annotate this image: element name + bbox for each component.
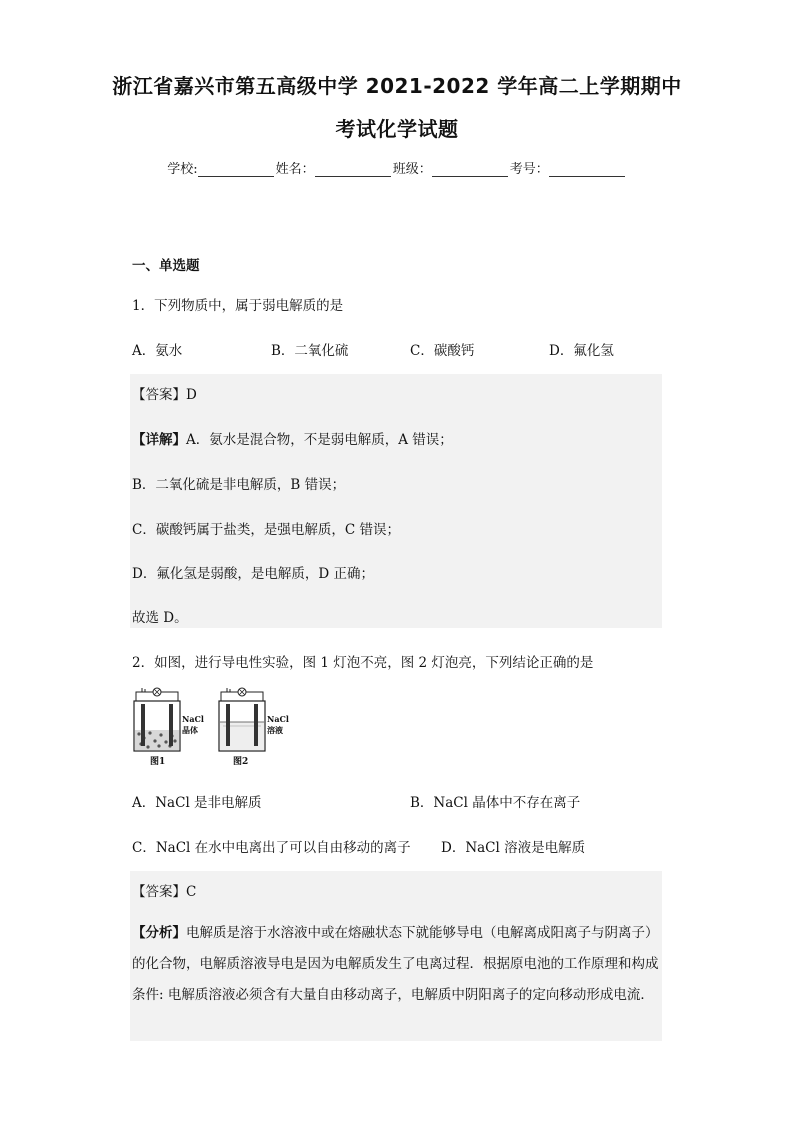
- q1-option-d: D．氟化氢: [549, 343, 614, 359]
- q2-answer: 【答案】C: [132, 884, 197, 900]
- q1-option-b: B．二氧化硫: [271, 343, 349, 359]
- name-label: 姓名：: [275, 162, 315, 177]
- q1-answer-box: [130, 374, 662, 628]
- q1-option-c: C．碳酸钙: [410, 343, 475, 359]
- q1-answer: 【答案】D: [132, 387, 197, 403]
- fig1-state-label: 晶体: [182, 725, 198, 735]
- q1-detail-conclusion: 故选 D。: [132, 610, 188, 626]
- fig1-caption: 图1: [150, 757, 166, 767]
- fig2-chem-label: NaCl: [267, 714, 289, 724]
- section-heading: 一、单选题: [132, 258, 200, 274]
- q1-option-a: A．氨水: [132, 343, 183, 359]
- q1-stem: 1．下列物质中，属于弱电解质的是: [132, 298, 344, 314]
- name-blank: [315, 162, 391, 177]
- q1-detail-line: C．碳酸钙属于盐类，是强电解质，C 错误；: [132, 522, 400, 538]
- fig2-apparatus: [219, 688, 289, 767]
- exam-number-label: 考号：: [509, 162, 549, 177]
- fig2-caption: 图2: [233, 757, 249, 767]
- fig1-chem-label: NaCl: [182, 714, 204, 724]
- q2-stem: 2．如图，进行导电性实验，图 1 灯泡不亮，图 2 灯泡亮，下列结论正确的是: [132, 655, 594, 671]
- q2-analysis-text: 电解质是溶于水溶液中或在熔融状态下就能够导电（电解离成阳离子与阴离子）的化合物，电解质溶液导电是因为电解质发生了电离过程．根据原电池的工作原理和构成条件: 电解质溶液必须含有大量自由移动离子，电解质中阴阳离子的定向移动形成电流．: [132, 925, 659, 1003]
- q2-conductivity-figure: [128, 686, 303, 770]
- class-blank: [432, 162, 508, 177]
- q2-analysis: [132, 918, 660, 1011]
- q2-option-d: D．NaCl 溶液是电解质: [441, 840, 586, 856]
- q2-analysis-tag: 【分析】: [132, 925, 186, 941]
- q1-detail-line: B．二氧化硫是非电解质，B 错误；: [132, 477, 346, 493]
- q1-detail-line: D．氟化氢是弱酸，是电解质，D 正确；: [132, 566, 374, 582]
- q2-option-a: A．NaCl 是非电解质: [132, 795, 262, 811]
- fig2-state-label: 溶液: [267, 725, 283, 735]
- q2-option-c: C．NaCl 在水中电离出了可以自由移动的离子: [132, 840, 411, 856]
- school-label: 学校:: [167, 162, 198, 177]
- q1-detail-tag: 【详解】: [132, 432, 186, 448]
- exam-title-line2: 考试化学试题: [335, 117, 459, 141]
- class-label: 班级：: [392, 162, 432, 177]
- exam-title-line1: 浙江省嘉兴市第五高级中学 2021-2022 学年高二上学期期中: [112, 74, 682, 98]
- q1-detail-first: [132, 428, 453, 448]
- exam-number-blank: [549, 162, 625, 177]
- school-blank: [198, 162, 274, 177]
- q1-detail-line: A．氨水是混合物，不是弱电解质，A 错误；: [186, 432, 453, 448]
- fig1-apparatus: [134, 688, 204, 767]
- q2-option-b: B．NaCl 晶体中不存在离子: [410, 795, 581, 811]
- student-info-row: [0, 158, 794, 177]
